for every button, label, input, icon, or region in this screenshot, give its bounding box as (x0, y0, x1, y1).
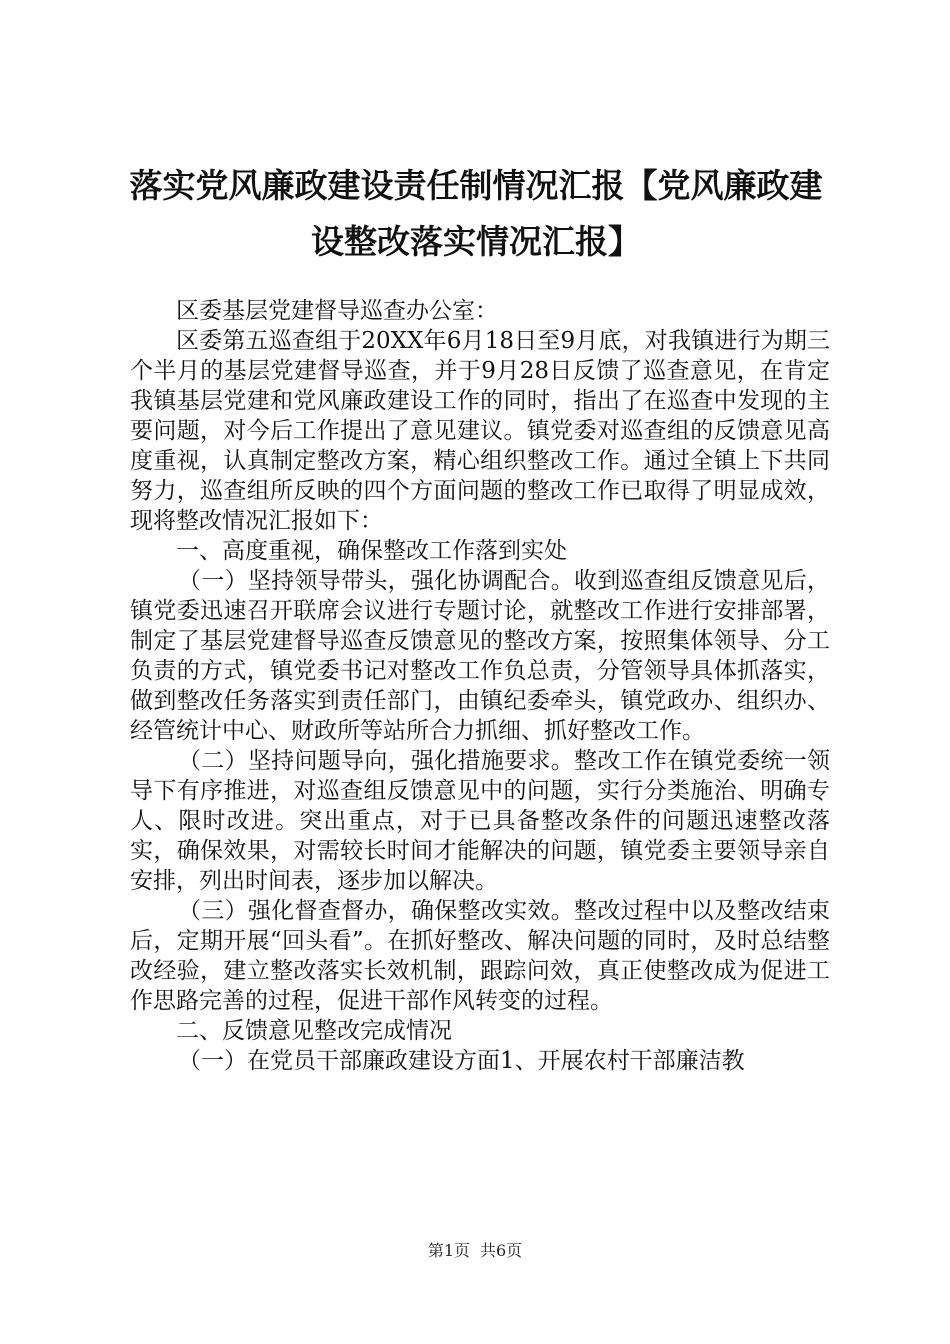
section-heading-1: 一、高度重视，确保整改工作落到实处 (176, 538, 567, 564)
paragraph-2-1: （一）在党员干部廉政建设方面1、开展农村干部廉洁教 (178, 1048, 745, 1074)
paragraph-1-1: （一）坚持领导带头，强化协调配合。收到巡查组反馈意见后，镇党委迅速召开联席会议进行专题讨论，就整改工作进行安排部署，制定了基层党建督导巡查反馈意见的整改方案，按照集体领导、分工负责的方式，镇党委书记对整改工作负总责，分管领导具体抓落实，做到整改任务落实到责任部门，由镇纪委牵头，镇党政办、组织办、经管统计中心、财政所等站所合力抓细、抓好整改工作。 (130, 568, 830, 744)
document-title: 落实党风廉政建设责任制情况汇报【党风廉政建设整改落实情况汇报】 (129, 166, 823, 261)
paragraph-1-2: （二）坚持问题导向，强化措施要求。整改工作在镇党委统一领导下有序推进，对巡查组反馈意见中的问题，实行分类施治、明确专人、限时改进。突出重点，对于已具备整改条件的问题迅速整改落实，确保效果，对需较长时间才能解决的问题，镇党委主要领导亲自安排，列出时间表，逐步加以解决。 (130, 748, 830, 894)
section-heading-2: 二、反馈意见整改完成情况 (176, 1018, 452, 1044)
page-footer (0, 1240, 950, 1262)
document-body (130, 296, 830, 1076)
page-number: 第1页 (427, 1241, 470, 1260)
salutation: 区委基层党建督导巡查办公室： (176, 298, 498, 324)
paragraph-intro: 区委第五巡查组于20XX年6月18日至9月底，对我镇进行为期三个半月的基层党建督导巡查，并于9月28日反馈了巡查意见，在肯定我镇基层党建和党风廉政建设工作的同时，指出了在巡查中发现的主要问题，对今后工作提出了意见建议。镇党委对巡查组的反馈意见高度重视，认真制定整改方案，精心组织整改工作。通过全镇上下共同努力，巡查组所反映的四个方面问题的整改工作已取得了明显成效，现将整改情况汇报如下： (130, 328, 830, 534)
paragraph-1-3: （三）强化督查督办，确保整改实效。整改过程中以及整改结束后，定期开展“回头看”。在抓好整改、解决问题的同时，及时总结整改经验，建立整改落实长效机制，跟踪问效，真正使整改成为促进工作思路完善的过程，促进干部作风转变的过程。 (130, 898, 830, 1014)
page-total: 共6页 (480, 1241, 523, 1260)
